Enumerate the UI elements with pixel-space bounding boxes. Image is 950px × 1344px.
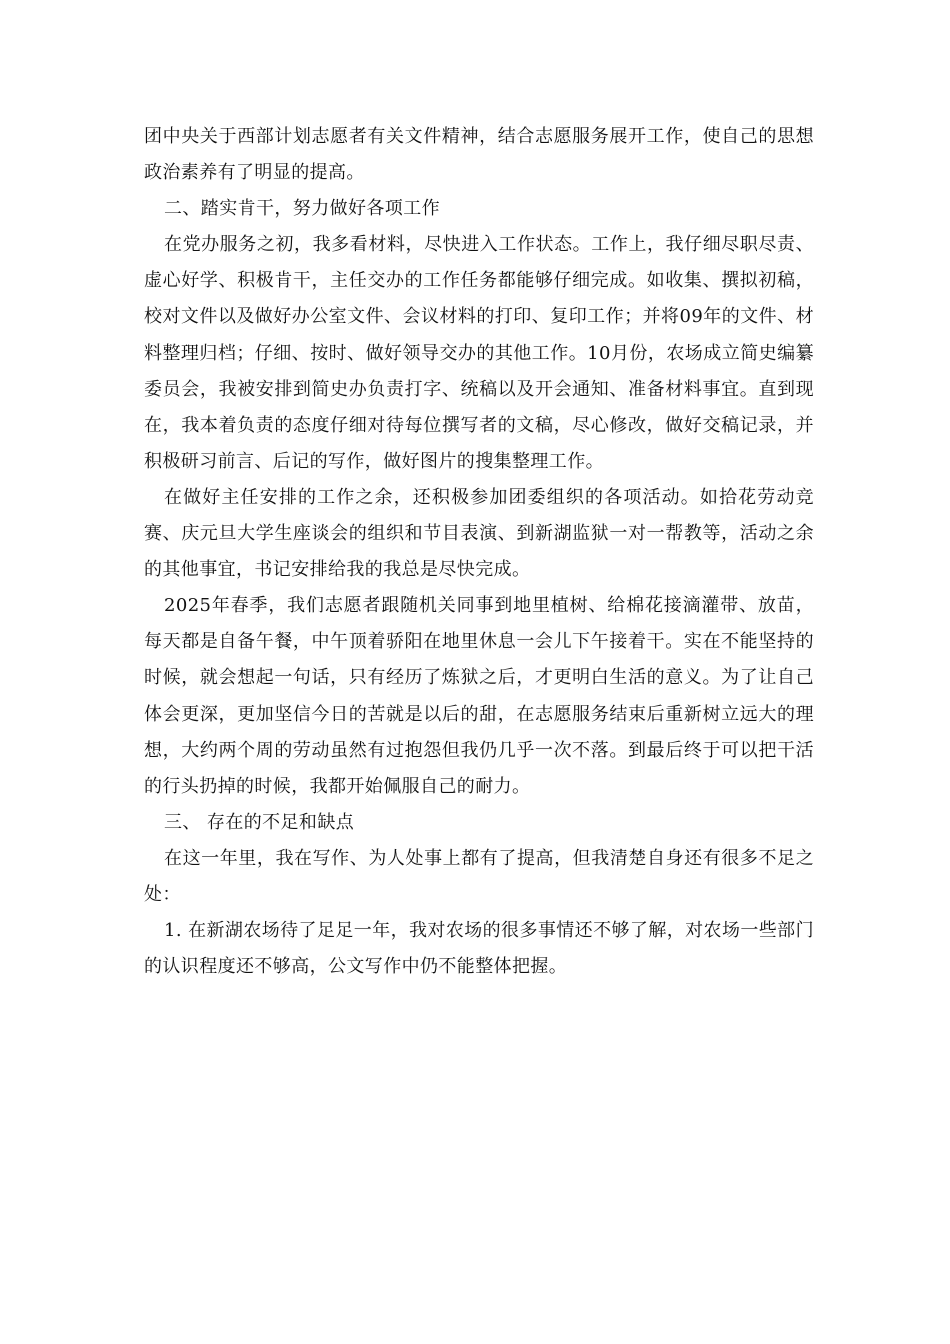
- document-page: [144, 119, 814, 985]
- paragraph-spring-labor: 2025年春季，我们志愿者跟随机关同事到地里植树、给棉花接滴灌带、放苗，每天都是自备午餐，中午顶着骄阳在地里休息一会儿下午接着干。实在不能坚持的时候，就会想起一句话，只有经历了炼狱之后，才更明白生活的意义。为了让自己体会更深，更加坚信今日的苦就是以后的甜，在志愿服务结束后重新树立远大的理想，大约两个周的劳动虽然有过抱怨但我仍几乎一次不落。到最后终于可以把干活的行头扔掉的时候，我都开始佩服自己的耐力。: [144, 595, 814, 797]
- section-heading-3: 三、 存在的不足和缺点: [164, 811, 355, 833]
- paragraph-shortcoming-1: 1. 在新湖农场待了足足一年，我对农场的很多事情还不够了解，对农场一些部门的认识程度还不够高，公文写作中仍不能整体把握。: [144, 920, 814, 978]
- paragraph-league-activities: 在做好主任安排的工作之余，还积极参加团委组织的各项活动。如拾花劳动竞赛、庆元旦大学生座谈会的组织和节目表演、到新湖监狱一对一帮教等，活动之余的其他事宜，书记安排给我的我总是尽快完成。: [144, 486, 814, 581]
- paragraph-party-office-work: 在党办服务之初，我多看材料，尽快进入工作状态。工作上，我仔细尽职尽责、虚心好学、积极肯干，主任交办的工作任务都能够仔细完成。如收集、撰拟初稿，校对文件以及做好办公室文件、会议材料的打印、复印工作；并将09年的文件、材料整理归档；仔细、按时、做好领导交办的其他工作。10月份，农场成立简史编纂委员会，我被安排到简史办负责打字、统稿以及开会通知、准备材料事宜。直到现在，我本着负责的态度仔细对待每位撰写者的文稿，尽心修改，做好交稿记录，并积极研习前言、后记的写作，做好图片的搜集整理工作。: [144, 234, 814, 472]
- paragraph-shortcomings-intro: 在这一年里，我在写作、为人处事上都有了提高，但我清楚自身还有很多不足之处：: [144, 847, 814, 905]
- paragraph-continuation: 团中央关于西部计划志愿者有关文件精神，结合志愿服务展开工作，使自己的思想政治素养有了明显的提高。: [144, 126, 814, 184]
- section-heading-2: 二、踏实肯干，努力做好各项工作: [164, 198, 440, 220]
